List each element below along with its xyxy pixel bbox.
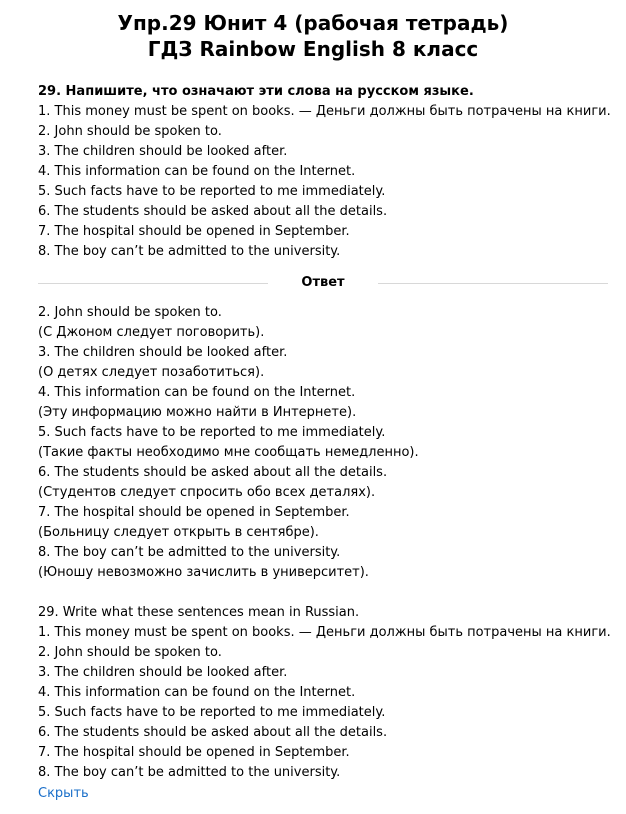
english-item-4: 4. This information can be found on the Internet. [38, 685, 356, 700]
answer-line: 4. This information can be found on the Internet. [38, 385, 356, 400]
answer-translation: (О детях следует позаботиться). [38, 365, 265, 380]
question-item-1: 1. This money must be spent on books. — Деньги должны быть потрачены на книги. [38, 104, 611, 119]
question-item-8: 8. The boy can’t be admitted to the university. [38, 244, 341, 259]
question-item-3: 3. The children should be looked after. [38, 144, 288, 159]
question-item-7: 7. The hospital should be opened in September. [38, 224, 350, 239]
question-item-4: 4. This information can be found on the Internet. [38, 164, 356, 179]
english-item-5: 5. Such facts have to be reported to me immediately. [38, 705, 386, 720]
answer-translation: (Эту информацию можно найти в Интернете). [38, 405, 357, 420]
divider-rule-left [38, 283, 268, 284]
english-item-2: 2. John should be spoken to. [38, 645, 222, 660]
question-heading: 29. Напишите, что означают эти слова на русском языке. [38, 84, 474, 99]
english-item-1: 1. This money must be spent on books. — Деньги должны быть потрачены на книги. [38, 625, 611, 640]
answer-line: 5. Such facts have to be reported to me immediately. [38, 425, 386, 440]
divider-rule-right [378, 283, 608, 284]
answer-translation: (Такие факты необходимо мне сообщать немедленно). [38, 445, 419, 460]
english-section [38, 603, 618, 783]
answer-translation: (Больницу следует открыть в сентябре). [38, 525, 319, 540]
english-item-7: 7. The hospital should be opened in September. [38, 745, 350, 760]
english-item-3: 3. The children should be looked after. [38, 665, 288, 680]
english-heading: 29. Write what these sentences mean in Russian. [38, 605, 360, 620]
english-item-6: 6. The students should be asked about all the details. [38, 725, 388, 740]
page-subtitle: ГДЗ Rainbow English 8 класс [147, 37, 479, 61]
answer-line: 2. John should be spoken to. [38, 305, 222, 320]
answer-line: 8. The boy can’t be admitted to the university. [38, 545, 341, 560]
question-section [38, 82, 618, 262]
english-item-8: 8. The boy can’t be admitted to the university. [38, 765, 341, 780]
hide-link[interactable]: Скрыть [38, 786, 89, 801]
answer-section [38, 303, 618, 583]
question-item-6: 6. The students should be asked about all the details. [38, 204, 388, 219]
answer-line: 7. The hospital should be opened in September. [38, 505, 350, 520]
page-title: Упр.29 Юнит 4 (рабочая тетрадь) [117, 11, 509, 35]
answer-translation: (С Джоном следует поговорить). [38, 325, 265, 340]
question-item-2: 2. John should be spoken to. [38, 124, 222, 139]
question-item-5: 5. Such facts have to be reported to me immediately. [38, 184, 386, 199]
answer-translation: (Студентов следует спросить обо всех деталях). [38, 485, 376, 500]
answer-line: 3. The children should be looked after. [38, 345, 288, 360]
answer-line: 6. The students should be asked about all the details. [38, 465, 388, 480]
answer-divider [38, 273, 608, 293]
answer-translation: (Юношу невозможно зачислить в университет). [38, 565, 369, 580]
answer-label: Ответ [301, 275, 345, 290]
